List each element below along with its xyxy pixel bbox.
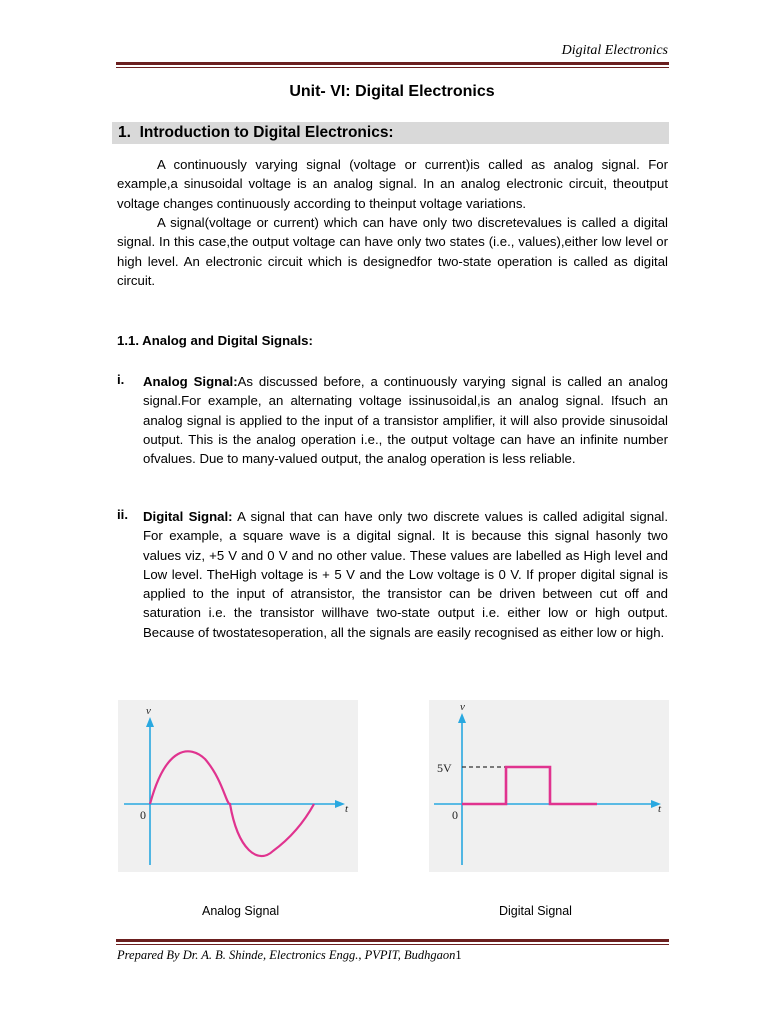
analog-signal-item: [143, 372, 668, 468]
list-marker-ii: ii.: [117, 507, 128, 522]
unit-title: Unit- VI: Digital Electronics: [289, 83, 495, 100]
digital-signal-figure: [429, 700, 669, 872]
analog-signal-figure: [118, 700, 358, 872]
digital-signal-caption: Digital Signal: [499, 904, 572, 918]
analog-figure-background: [118, 700, 358, 872]
footer-credit: Prepared By Dr. A. B. Shinde, Electronics Engg., PVPIT, Budhgaon: [117, 948, 456, 962]
digital-signal-term: Digital Signal:: [143, 509, 233, 524]
section-heading: [112, 122, 669, 144]
analog-signal-term: Analog Signal:: [143, 374, 238, 389]
analog-y-axis-label: v: [146, 705, 151, 717]
digital-signal-text: A signal that can have only two discrete values is called adigital signal. For example, a square wave is a digital signal. It is because this signal hasonly two values viz, +5 V and 0 V and no other value. These values are labelled as High level and Low level. TheHigh voltage is + 5 V and the Low voltage is 0 V. If proper digital signal is applied to the input of atransistor, the transistor can be driven between cut off and saturation i.e. the transistor willhave two-state output i.e. either low or high output. Because of twostatesoperation, all the signals are easily recognised as either low or high.: [143, 509, 668, 640]
subsection-heading: 1.1. Analog and Digital Signals:: [117, 333, 313, 348]
footer-rule-thick: [116, 939, 669, 942]
section-number: 1.: [118, 124, 131, 141]
list-marker-i: i.: [117, 372, 125, 387]
header-rule-thin: [116, 67, 669, 68]
analog-origin-label: 0: [140, 808, 146, 822]
running-header: Digital Electronics: [561, 43, 668, 58]
level-5v-label: 5V: [437, 761, 452, 775]
section-title: Introduction to Digital Electronics:: [139, 124, 394, 141]
digital-origin-label: 0: [452, 808, 458, 822]
footer: [117, 948, 462, 963]
analog-x-axis-label: t: [345, 803, 349, 815]
analog-signal-caption: Analog Signal: [202, 904, 280, 918]
digital-x-axis-label: t: [658, 803, 662, 815]
analog-signal-text: As discussed before, a continuously varying signal is called an analog signal.For example, an alternating voltage issinusoidal,is an analog signal. Ifsuch an analog signal is applied to the input of a transistor amplifier, it will also provide sinusoidal output. This is the analog operation i.e., the output voltage can have an infinite number ofvalues. Due to many-valued output, the analog operation is less reliable.: [143, 374, 668, 467]
intro-paragraph-1: A continuously varying signal (voltage or current)is called as analog signal. For example,a sinusoidal voltage is an analog signal. In an analog electronic circuit, theoutput voltage changes continuously according to theinput voltage variations.: [117, 157, 668, 211]
intro-paragraph-2: A signal(voltage or current) which can have only two discretevalues is called a digital signal. In this case,the output voltage can have only two states (i.e., values),either low level or high level. An electronic circuit which is designedfor two-state operation is called as digital circuit.: [117, 215, 668, 288]
footer-rule-thin: [116, 944, 669, 945]
page-number: 1: [455, 948, 462, 962]
digital-signal-item: [143, 507, 668, 642]
header-rule-thick: [116, 62, 669, 65]
digital-y-axis-label: v: [460, 701, 465, 713]
